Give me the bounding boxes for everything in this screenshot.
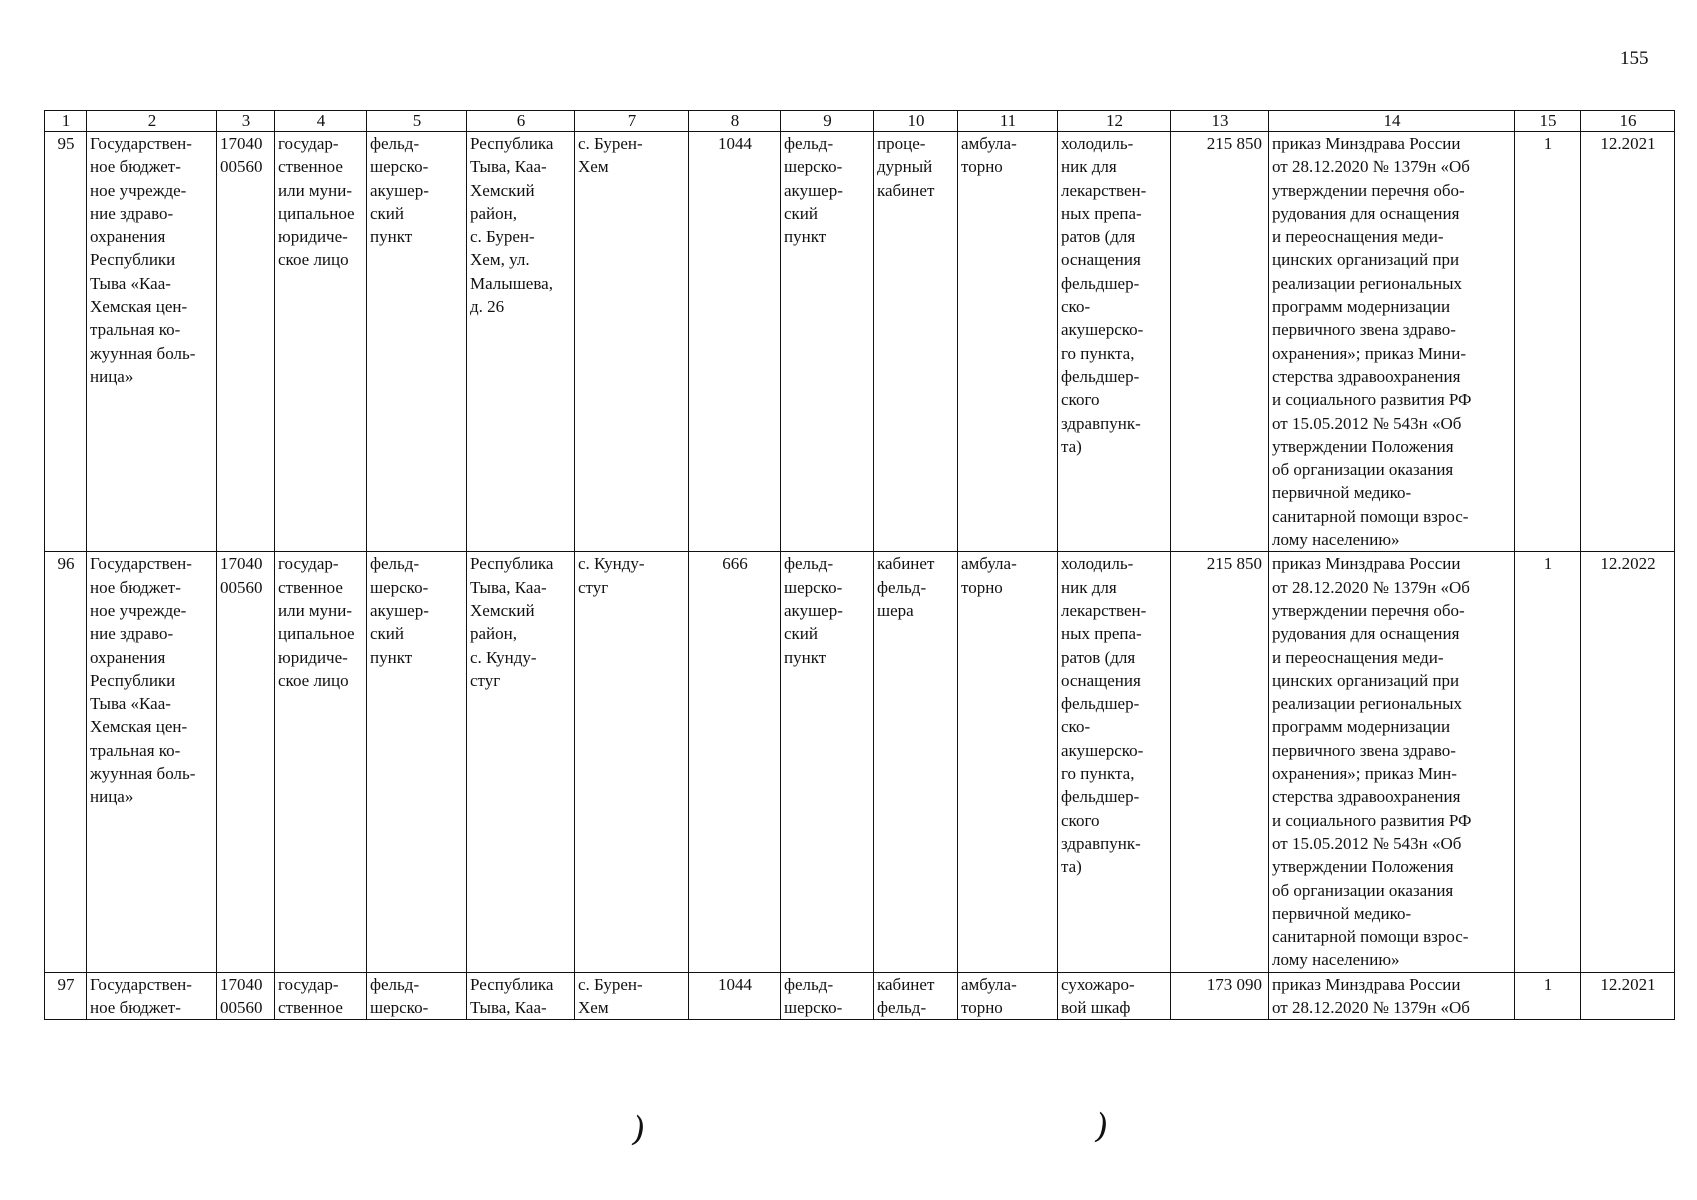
header-cell: 16 xyxy=(1581,111,1675,132)
table-row xyxy=(45,132,1675,552)
institution-name: Государствен- ное бюджет- xyxy=(87,972,217,1020)
header-row xyxy=(45,111,1675,132)
code-cell: 17040 00560 xyxy=(217,972,275,1020)
table-row xyxy=(45,972,1675,1020)
quantity-cell: 1 xyxy=(1515,972,1581,1020)
header-cell: 5 xyxy=(367,111,467,132)
room-type: проце- дурный кабинет xyxy=(874,132,958,552)
row-number: 97 xyxy=(45,972,87,1020)
address-cell: Республика Тыва, Каа- Хемский район, с. Бурен- Хем, ул. Малышева, д. 26 xyxy=(467,132,575,552)
settlement-cell: с. Бурен- Хем xyxy=(575,972,689,1020)
table-row xyxy=(45,552,1675,972)
care-mode: амбула- торно xyxy=(958,552,1058,972)
price-cell: 215 850 xyxy=(1171,552,1269,972)
facility-type: фельд- шерско- акушер- ский пункт xyxy=(367,552,467,972)
address-cell: Республика Тыва, Каа- Хемский район, с. Кунду- стуг xyxy=(467,552,575,972)
header-cell: 8 xyxy=(689,111,781,132)
header-cell: 13 xyxy=(1171,111,1269,132)
quantity-cell: 1 xyxy=(1515,552,1581,972)
institution-name: Государствен- ное бюджет- ное учрежде- ние здраво- охранения Республики Тыва «Каа- Хемская цен- тральная ко- жуунная боль- ница» xyxy=(87,132,217,552)
entity-type: государ- ственное или муни- ципальное юридиче- ское лицо xyxy=(275,552,367,972)
care-mode: амбула- торно xyxy=(958,972,1058,1020)
unit-type: фельд- шерско- акушер- ский пункт xyxy=(781,132,874,552)
population-cell: 666 xyxy=(689,552,781,972)
care-mode: амбула- торно xyxy=(958,132,1058,552)
header-cell: 1 xyxy=(45,111,87,132)
entity-type: государ- ственное или муни- ципальное юридиче- ское лицо xyxy=(275,132,367,552)
page-number: 155 xyxy=(1620,48,1649,69)
header-cell: 12 xyxy=(1058,111,1171,132)
room-type: кабинет фельд- шера xyxy=(874,552,958,972)
header-cell: 6 xyxy=(467,111,575,132)
header-cell: 9 xyxy=(781,111,874,132)
entity-type: государ- ственное xyxy=(275,972,367,1020)
header-cell: 4 xyxy=(275,111,367,132)
row-number: 96 xyxy=(45,552,87,972)
equipment-name: холодиль- ник для лекарствен- ных препа- ратов (для оснащения фельдшер- ско- акушерско- го пункта, фельдшер- ского здравпунк- та) xyxy=(1058,552,1171,972)
handwritten-mark: ) xyxy=(628,1109,649,1151)
quantity-cell: 1 xyxy=(1515,132,1581,552)
facility-type: фельд- шерско- акушер- ский пункт xyxy=(367,132,467,552)
row-number: 95 xyxy=(45,132,87,552)
price-cell: 215 850 xyxy=(1171,132,1269,552)
header-cell: 11 xyxy=(958,111,1058,132)
regulation-cell: приказ Минздрава России от 28.12.2020 № 1379н «Об утверждении перечня обо- рудования для оснащения и переоснащения меди- цинских организаций при реализации региональных программ модернизации первичного звена здраво- охранения»; приказ Мини- стерства здравоохранения и социального развития РФ от 15.05.2012 № 543н «Об утверждении Положения об организации оказания первичной медико- санитарной помощи взрос- лому населению» xyxy=(1269,132,1515,552)
regulation-cell: приказ Минздрава России от 28.12.2020 № 1379н «Об утверждении перечня обо- рудования для оснащения и переоснащения меди- цинских организаций при реализации региональных программ модернизации первичного звена здраво- охранения»; приказ Мин- стерства здравоохранения и социального развития РФ от 15.05.2012 № 543н «Об утверждении Положения об организации оказания первичной медико- санитарной помощи взрос- лому населению» xyxy=(1269,552,1515,972)
header-cell: 2 xyxy=(87,111,217,132)
code-cell: 17040 00560 xyxy=(217,132,275,552)
unit-type: фельд- шерско- xyxy=(781,972,874,1020)
address-cell: Республика Тыва, Каа- xyxy=(467,972,575,1020)
header-cell: 7 xyxy=(575,111,689,132)
settlement-cell: с. Бурен- Хем xyxy=(575,132,689,552)
settlement-cell: с. Кунду- стуг xyxy=(575,552,689,972)
handwritten-mark: ) xyxy=(1091,1106,1112,1148)
price-cell: 173 090 xyxy=(1171,972,1269,1020)
date-cell: 12.2022 xyxy=(1581,552,1675,972)
date-cell: 12.2021 xyxy=(1581,972,1675,1020)
institution-name: Государствен- ное бюджет- ное учрежде- ние здраво- охранения Республики Тыва «Каа- Хемская цен- тральная ко- жуунная боль- ница» xyxy=(87,552,217,972)
equipment-table xyxy=(44,110,1675,1020)
code-cell: 17040 00560 xyxy=(217,552,275,972)
population-cell: 1044 xyxy=(689,132,781,552)
equipment-name: сухожаро- вой шкаф xyxy=(1058,972,1171,1020)
regulation-cell: приказ Минздрава России от 28.12.2020 № 1379н «Об xyxy=(1269,972,1515,1020)
facility-type: фельд- шерско- xyxy=(367,972,467,1020)
header-cell: 14 xyxy=(1269,111,1515,132)
date-cell: 12.2021 xyxy=(1581,132,1675,552)
population-cell: 1044 xyxy=(689,972,781,1020)
unit-type: фельд- шерско- акушер- ский пункт xyxy=(781,552,874,972)
room-type: кабинет фельд- xyxy=(874,972,958,1020)
header-cell: 3 xyxy=(217,111,275,132)
equipment-name: холодиль- ник для лекарствен- ных препа- ратов (для оснащения фельдшер- ско- акушерско- го пункта, фельдшер- ского здравпунк- та) xyxy=(1058,132,1171,552)
header-cell: 10 xyxy=(874,111,958,132)
header-cell: 15 xyxy=(1515,111,1581,132)
